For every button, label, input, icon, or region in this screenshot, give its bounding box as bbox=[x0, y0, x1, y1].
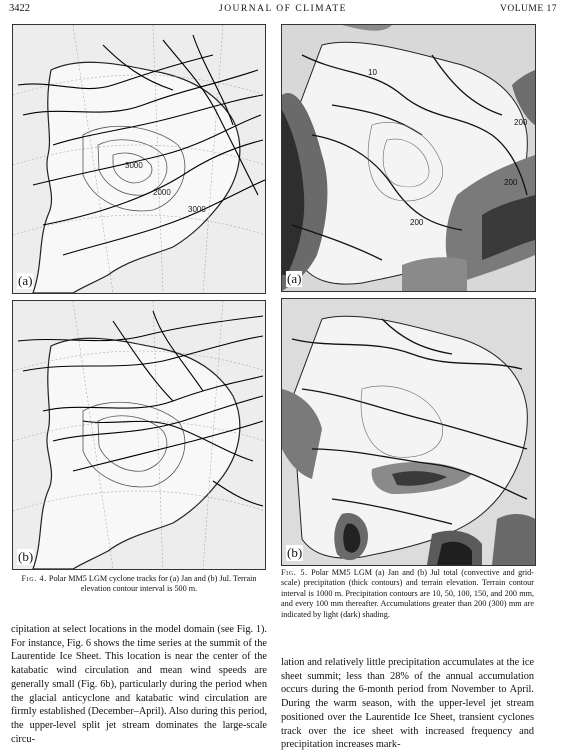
figure5-caption-text: Polar MM5 LGM (a) Jan and (b) Jul total (convective and grid-scale) precipitation (thick contours) and terrain elevation. Terrain contour interval is 1000 m. Precipitation contours are 10, 50, 100, 150, and 200 mm, and every 100 mm thereafter. Accumulations greater than 200 (300) mm are indicated by light (dark) shading. bbox=[281, 568, 534, 619]
page-header bbox=[9, 3, 557, 17]
precip-contour-label: 10 bbox=[368, 68, 377, 77]
figure4-caption-text: Polar MM5 LGM cyclone tracks for (a) Jan and (b) Jul. Terrain elevation contour interval is 500 m. bbox=[48, 574, 257, 594]
figure4-panel-b bbox=[12, 300, 266, 570]
panel-label: (b) bbox=[18, 549, 34, 564]
terrain-contour-label: 3000 bbox=[188, 205, 206, 214]
precip-contour-label: 200 bbox=[504, 178, 518, 187]
figure4-panel-a bbox=[12, 24, 266, 294]
body-right-column: lation and relatively little precipitation accumulates at the ice sheet summit; less than 28% of the annual accumulation occurs during the 6-month period from November to April. During the warm season, with the upper-level jet stream positioned over the Laurentide Ice Sheet, transient cyclones track over the ice sheet with increased frequency and precipitation increases mark- bbox=[281, 657, 534, 751]
journal-title: JOURNAL OF CLIMATE bbox=[219, 4, 347, 14]
panel-label: (a) bbox=[18, 273, 33, 288]
figure4-caption-lead: Fig. 4. bbox=[21, 574, 47, 583]
figure5-panel-a bbox=[281, 24, 536, 292]
page-number: 3422 bbox=[9, 3, 30, 14]
panel-label: (a) bbox=[287, 271, 302, 286]
precip-contour-label: 200 bbox=[514, 118, 528, 127]
cyclone-tracks-map-jul bbox=[13, 301, 265, 569]
body-left-column: cipitation at select locations in the model domain (see Fig. 1). For instance, Fig. 6 shows the time series at the summit of the Laurentide Ice Sheet. This location is near the center of the katabatic wind circulation and mean wind speeds are generally small (Fig. 6b), particularly during the period when the glacial anticyclone and katabatic wind circulation are firmly established (December–April). Also during this period, the upper-level split jet stream dominates the large-scale circu- bbox=[11, 624, 267, 745]
precip-contour-label: 200 bbox=[410, 218, 424, 227]
precipitation-map-jul bbox=[282, 299, 535, 565]
precipitation-map-jan bbox=[282, 25, 535, 291]
cyclone-tracks-map-jan bbox=[13, 25, 265, 293]
figure4-caption bbox=[20, 574, 258, 595]
terrain-contour-label: 2000 bbox=[153, 188, 171, 197]
figure5-caption-lead: Fig. 5. bbox=[281, 568, 308, 577]
volume-label: VOLUME 17 bbox=[499, 4, 557, 14]
figure5-caption bbox=[281, 568, 534, 620]
panel-label: (b) bbox=[287, 545, 303, 560]
terrain-contour-label: 3000 bbox=[125, 161, 143, 170]
figure5-panel-b bbox=[281, 298, 536, 566]
